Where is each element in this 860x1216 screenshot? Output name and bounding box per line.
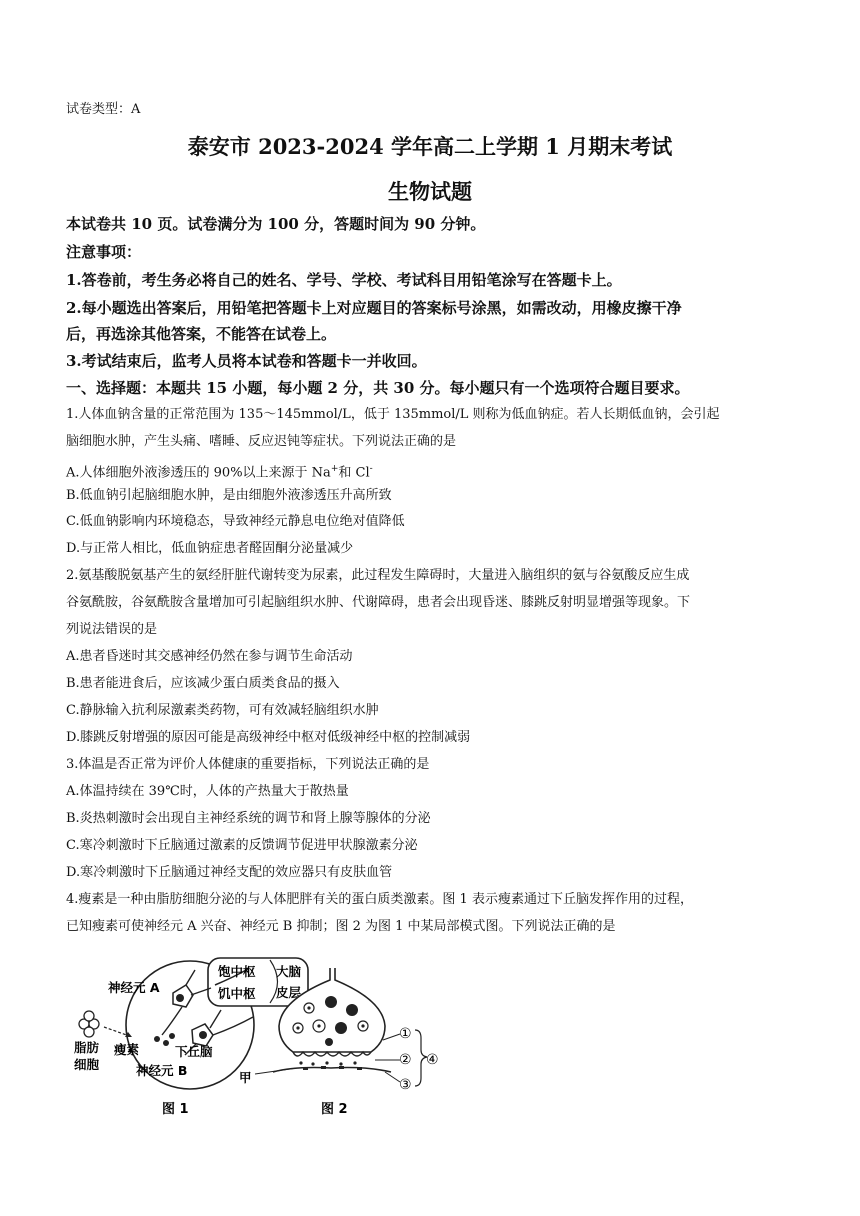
label-3: ③ [399, 1077, 412, 1093]
chloride-charge: - [369, 464, 373, 474]
q3-option-c: C.寒冷刺激时下丘脑通过激素的反馈调节促进甲状腺激素分泌 [66, 838, 418, 853]
synapse-dot [169, 1033, 175, 1039]
q1-option-b: B.低血钠引起脑细胞水肿，是由细胞外液渗透压升高所致 [66, 488, 392, 503]
fat-cell-label-1: 脂肪 [74, 1040, 100, 1055]
note-2-cont: 后，再选涂其他答案，不能答在试卷上。 [66, 325, 337, 343]
q1-option-a [66, 459, 373, 483]
leptin-label: 瘦素 [114, 1042, 140, 1057]
jia-label: 甲 [239, 1070, 252, 1085]
q4-stem-2: 已知瘦素可使神经元 A 兴奋、神经元 B 抑制；图 2 为图 1 中某局部模式图。下列说法正确的是 [66, 919, 616, 934]
label-4: ④ [426, 1052, 439, 1068]
q1-option-c: C.低血钠影响内环境稳态，导致神经元静息电位绝对值降低 [66, 514, 405, 529]
exam-info: 本试卷共 10 页。试卷满分为 100 分，答题时间为 90 分钟。 [66, 215, 486, 233]
label-3-pointer [385, 1072, 400, 1082]
synapse-dot [154, 1036, 160, 1042]
q1-option-a-mid: 和 Cl [338, 465, 370, 481]
q2-stem-1: 2.氨基酸脱氨基产生的氨经肝脏代谢转变为尿素，此过程发生障碍时，大量进入脑组织的氨与谷氨酸反应生成 [66, 568, 690, 583]
q1-stem-2: 脑细胞水肿，产生头痛、嗜睡、反应迟钝等症状。下列说法正确的是 [66, 434, 457, 449]
exam-title: 泰安市 2023-2024 学年高二上学期 1 月期末考试 [187, 134, 673, 159]
note-3: 3.考试结束后，监考人员将本试卷和答题卡一并收回。 [66, 352, 427, 370]
figure-2-caption: 图 2 [321, 1102, 348, 1117]
q3-stem: 3.体温是否正常为评价人体健康的重要指标，下列说法正确的是 [66, 757, 430, 772]
exam-subtitle: 生物试题 [388, 179, 472, 204]
q1-stem-1: 1.人体血钠含量的正常范围为 135～145mmol/L，低于 135mmol/L 则称为低血钠症。若人长期低血钠，会引起 [66, 407, 720, 422]
q1-option-a-text: A.人体细胞外液渗透压的 90%以上来源于 Na [66, 465, 331, 481]
q3-option-a: A.体温持续在 39℃时，人体的产热量大于散热量 [66, 784, 349, 799]
q2-option-b: B.患者能进食后，应该减少蛋白质类食品的摄入 [66, 676, 340, 691]
label-1: ① [399, 1026, 412, 1042]
label-2: ② [399, 1052, 412, 1068]
fat-cell-cluster [79, 1011, 99, 1037]
q2-option-a: A.患者昏迷时其交感神经仍然在参与调节生命活动 [66, 649, 353, 664]
q2-stem-2: 谷氨酰胺，谷氨酰胺含量增加可引起脑组织水肿、代谢障碍，患者会出现昏迷、膝跳反射明显增强等现象。下 [66, 595, 691, 610]
q4-stem-1: 4.瘦素是一种由脂肪细胞分泌的与人体肥胖有关的蛋白质类激素。图 1 表示瘦素通过下丘脑发挥作用的过程， [66, 892, 693, 907]
satiety-center-label: 饱中枢 [218, 964, 256, 979]
neuron-a-label: 神经元 A [108, 980, 160, 995]
label-1-pointer [383, 1034, 400, 1040]
figure-1-caption: 图 1 [162, 1102, 189, 1117]
q2-option-d: D.膝跳反射增强的原因可能是高级神经中枢对低级神经中枢的控制减弱 [66, 730, 471, 745]
synapse-dot [163, 1040, 169, 1046]
hypothalamus-label: 下丘脑 [175, 1044, 213, 1059]
cortex-label-2: 皮层 [276, 985, 302, 1000]
note-2: 2.每小题选出答案后，用铅笔把答题卡上对应题目的答案标号涂黑，如需改动，用橡皮擦干净 [66, 299, 682, 317]
note-1: 1.答卷前，考生务必将自己的姓名、学号、学校、考试科目用铅笔涂写在答题卡上。 [66, 271, 622, 289]
q2-stem-3: 列说法错误的是 [66, 622, 158, 637]
q3-option-d: D.寒冷刺激时下丘脑通过神经支配的效应器只有皮肤血管 [66, 865, 393, 880]
sodium-charge: + [330, 464, 339, 474]
cortex-label-1: 大脑 [276, 964, 302, 979]
hunger-center-label: 饥中枢 [218, 986, 256, 1001]
paper-type: 试卷类型：A [66, 102, 141, 117]
neuron-b-label: 神经元 B [136, 1063, 188, 1078]
section-heading: 一、选择题：本题共 15 小题，每小题 2 分，共 30 分。每小题只有一个选项符合题目要求。 [66, 379, 690, 397]
figure-2-diagram [235, 968, 445, 1120]
jia-pointer [255, 1068, 297, 1074]
neurotransmitter-dots [299, 1061, 356, 1065]
postsynaptic-membrane [273, 1068, 391, 1073]
fat-cell-label-2: 细胞 [74, 1057, 100, 1072]
q2-option-c: C.静脉输入抗利尿激素类药物，可有效减轻脑组织水肿 [66, 703, 379, 718]
notes-heading: 注意事项： [66, 243, 142, 261]
q1-option-d: D.与正常人相比，低血钠症患者醛固酮分泌量减少 [66, 541, 354, 556]
q3-option-b: B.炎热刺激时会出现自主神经系统的调节和肾上腺等腺体的分泌 [66, 811, 431, 826]
